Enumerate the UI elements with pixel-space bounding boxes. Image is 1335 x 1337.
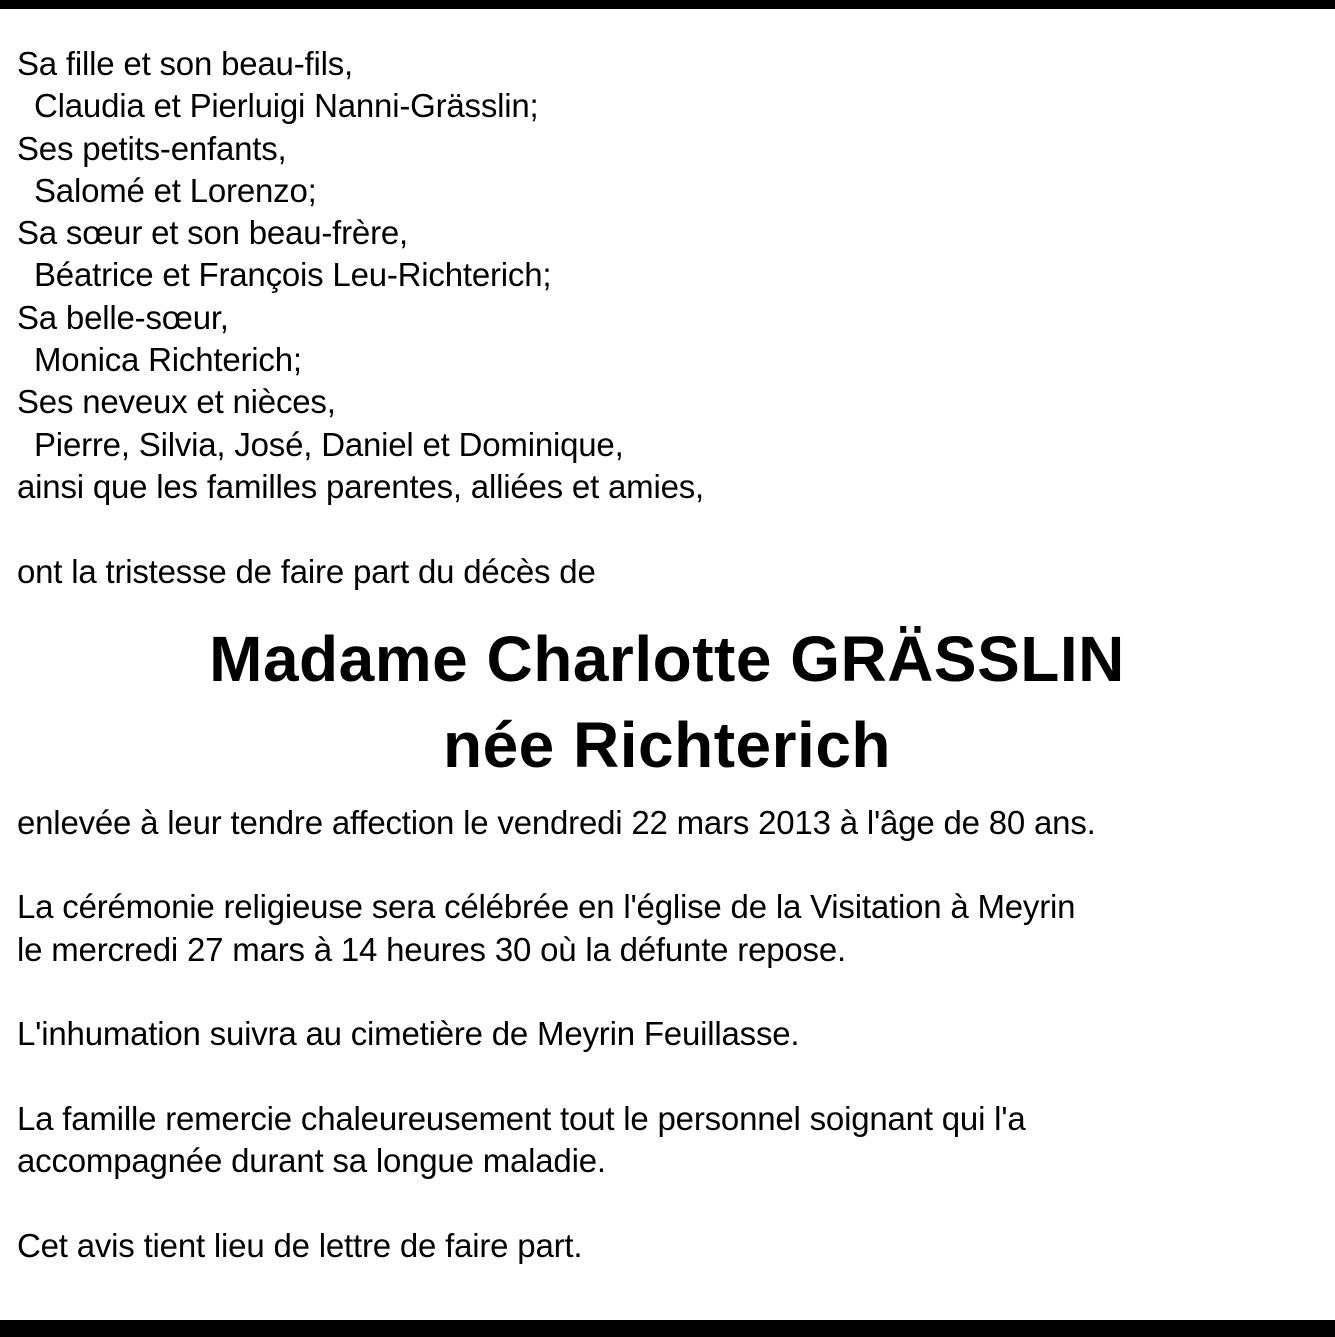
family-line: Sa sœur et son beau-frère, (17, 214, 408, 252)
closing-text: Cet avis tient lieu de lettre de faire part. (17, 1226, 583, 1264)
top-rule (0, 0, 1335, 9)
family-line: Ses neveux et nièces, (17, 383, 336, 421)
family-line: Béatrice et François Leu-Richterich; (34, 256, 552, 294)
family-line: Pierre, Silvia, José, Daniel et Dominique, (34, 425, 624, 463)
ceremony-line: le mercredi 27 mars à 14 heures 30 où la défunte repose. (17, 930, 846, 968)
spacer (17, 1056, 1317, 1098)
family-line: Sa belle-sœur, (17, 298, 229, 336)
passing-text: enlevée à leur tendre affection le vendredi 22 mars 2013 à l'âge de 80 ans. (17, 803, 1096, 841)
deceased-name-block (17, 616, 1317, 788)
family-line: Claudia et Pierluigi Nanni-Grässlin; (34, 87, 539, 125)
spacer (17, 844, 1317, 886)
death-notice (17, 43, 1317, 1267)
family-line: ainsi que les familles parentes, alliées et amies, (17, 467, 705, 505)
family-line: Salomé et Lorenzo; (34, 171, 317, 209)
spacer (17, 508, 1317, 550)
thanks-line: accompagnée durant sa longue maladie. (17, 1142, 606, 1180)
family-line: Ses petits-enfants, (17, 129, 287, 167)
spacer (17, 1183, 1317, 1225)
announcement-text: ont la tristesse de faire part du décès de (17, 552, 596, 590)
burial-text: L'inhumation suivra au cimetière de Meyrin Feuillasse. (17, 1015, 800, 1053)
family-line: Sa fille et son beau-fils, (17, 45, 353, 82)
bottom-rule (0, 1320, 1335, 1337)
thanks-line: La famille remercie chaleureusement tout le personnel soignant qui l'a (17, 1099, 1026, 1137)
ceremony-line: La cérémonie religieuse sera célébrée en l'église de la Visitation à Meyrin (17, 888, 1076, 926)
family-line: Monica Richterich; (34, 341, 302, 379)
family-list (17, 43, 1317, 508)
deceased-name: Madame Charlotte GRÄSSLIN (209, 622, 1125, 695)
spacer (17, 971, 1317, 1013)
deceased-maiden-name: née Richterich (442, 708, 892, 781)
